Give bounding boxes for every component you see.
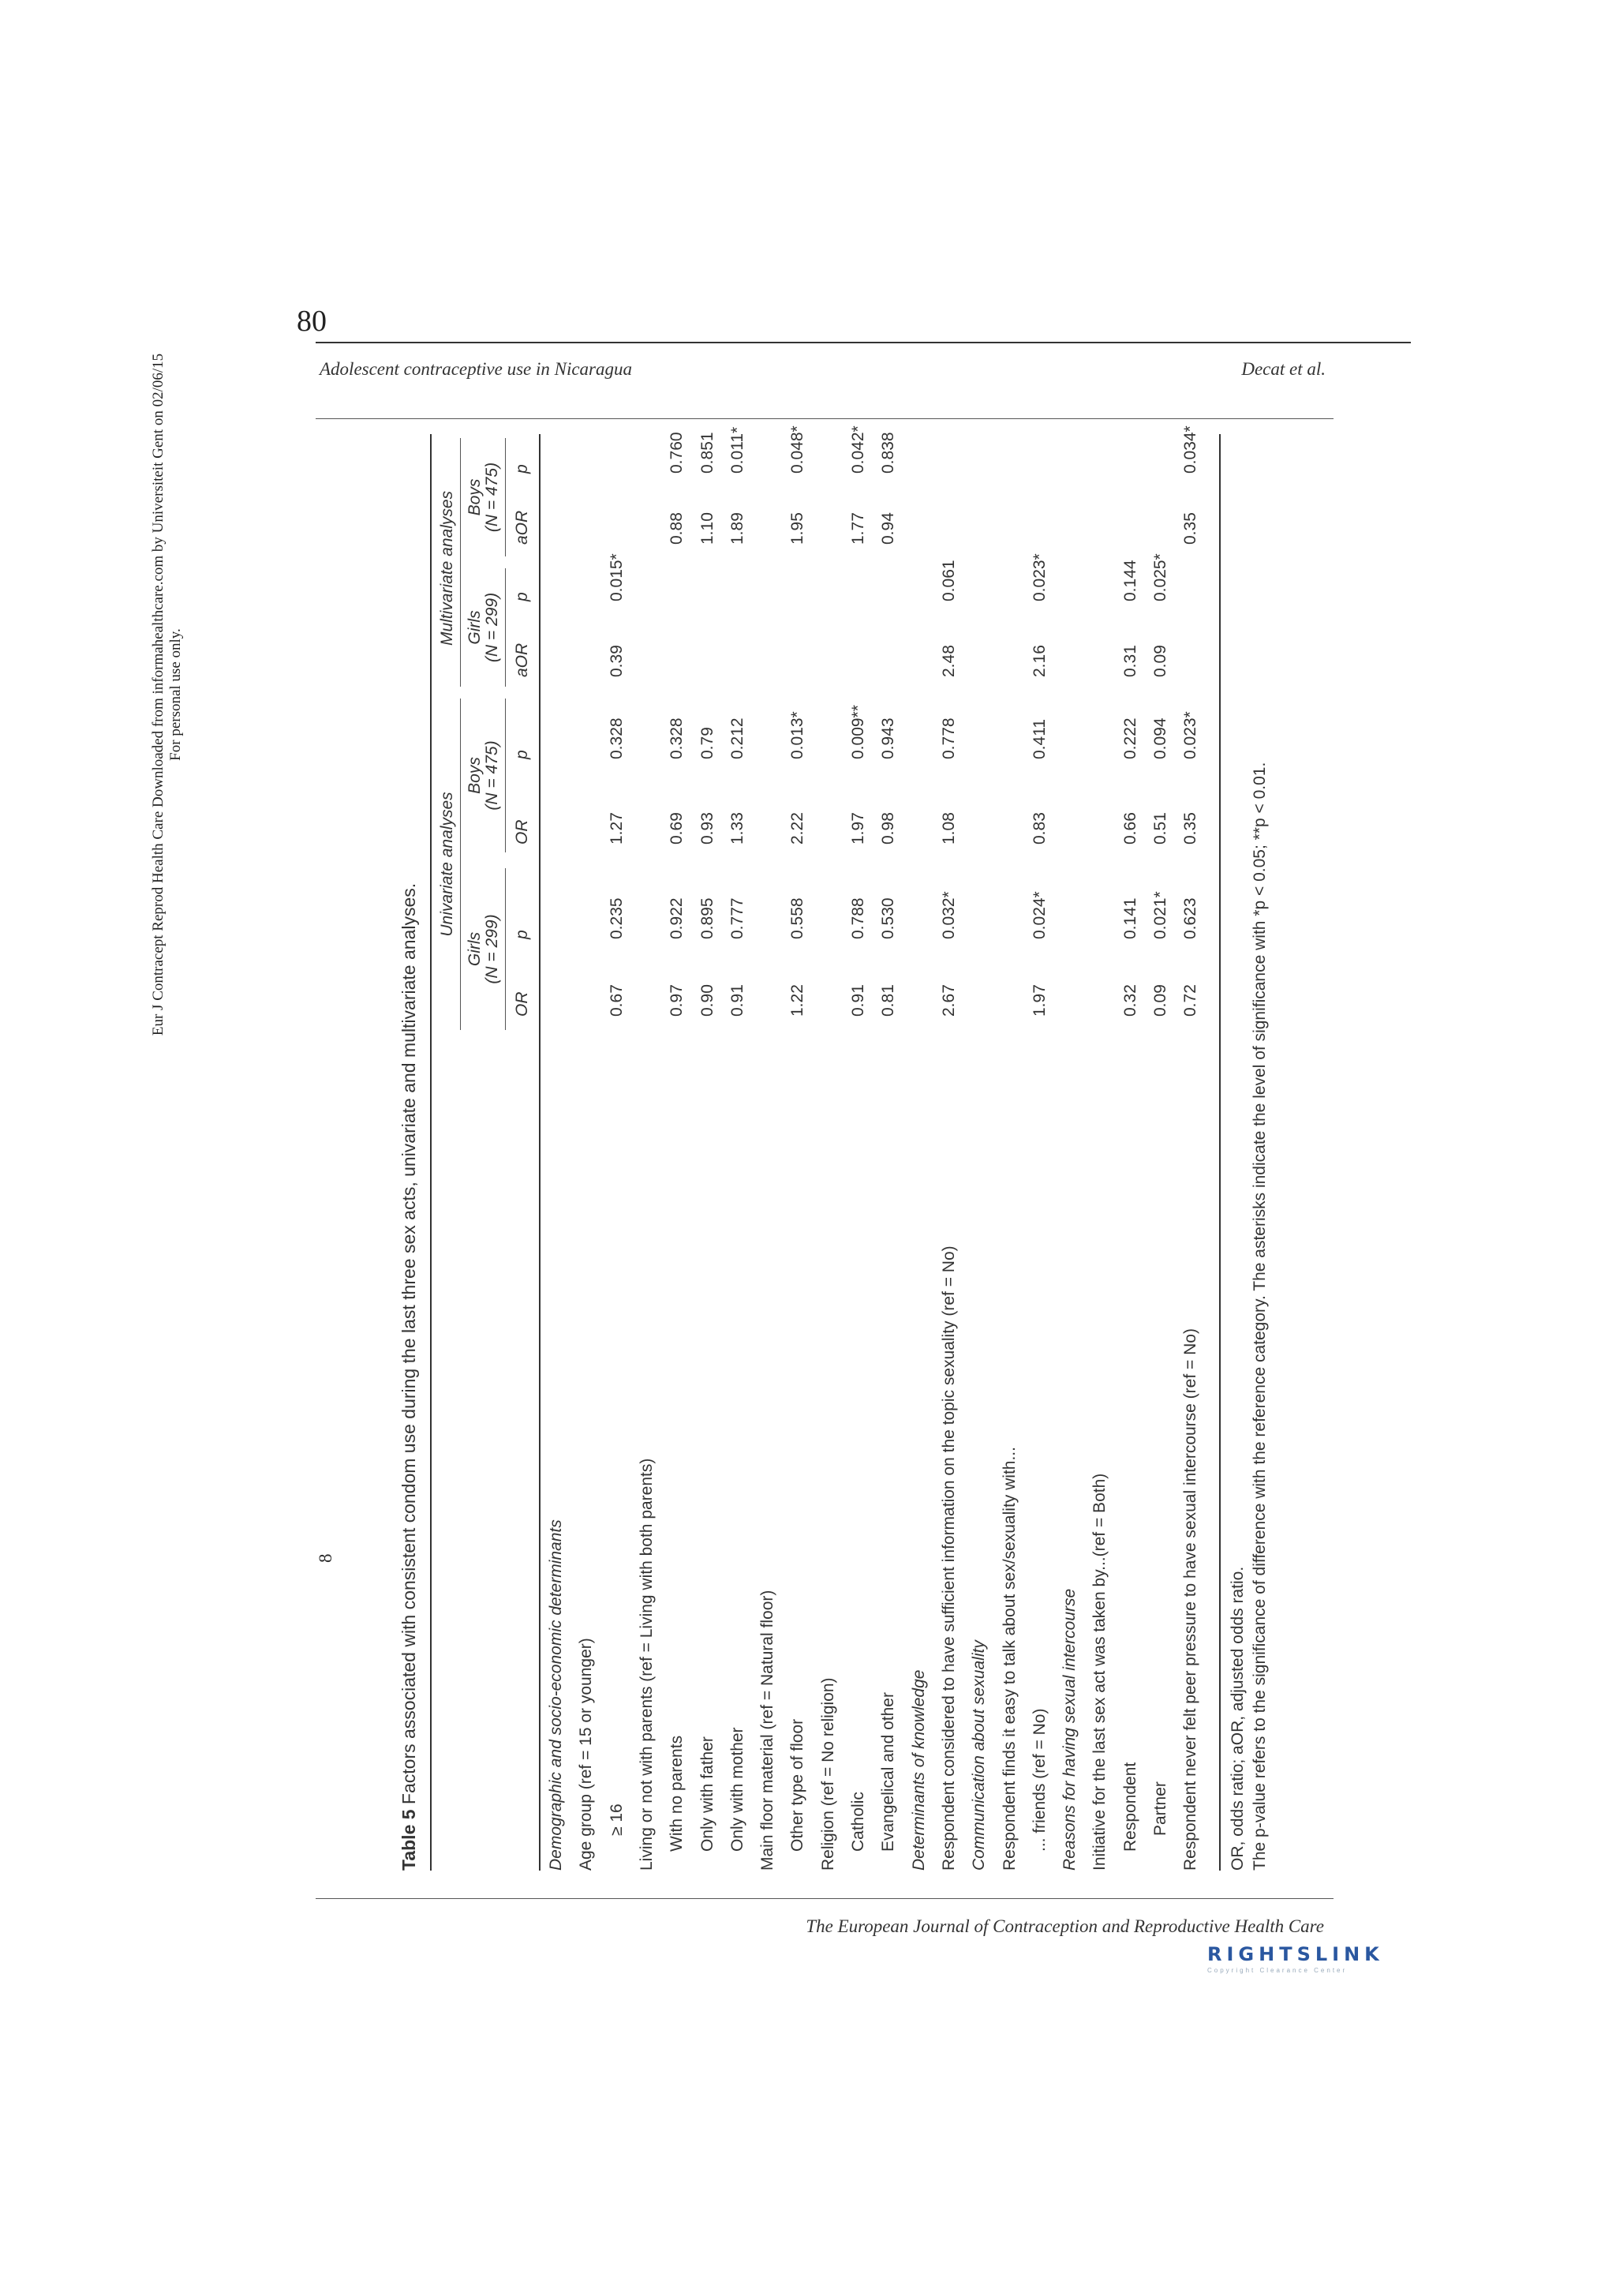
subheader-univ-girls [466,868,501,1030]
table-cell: 0.69 [668,812,686,845]
subheader-label: Girls [466,610,484,645]
table-cell: 0.623 [1181,897,1200,939]
sub-rule [505,568,506,687]
download-banner [150,300,185,1089]
table-cell: 0.011* [728,426,746,474]
table-cell: 0.79 [698,727,716,759]
table-cell: 2.48 [939,645,958,677]
table-cell: 1.22 [788,984,807,1017]
page-rule-bottom [316,1898,1334,1899]
col-header: p [513,592,531,601]
table-cell: 0.222 [1120,717,1139,759]
subheader-n: (N = 475) [483,462,501,533]
row-label: Respondent finds it easy to talk about sex/sexuality with... [1000,1447,1019,1871]
table-cell: 0.93 [698,812,716,845]
sub-rule [505,699,506,852]
header-bottom-rule [539,434,541,1871]
table-cell: 0.66 [1120,812,1139,845]
subheader-univ-boys [466,699,501,852]
table-5 [398,418,1318,1871]
table-cell: 0.943 [879,717,898,759]
table-cell: 0.35 [1181,812,1200,845]
subheader-label: Boys [466,478,484,516]
table-cell: 0.32 [1120,984,1139,1017]
table-cell: 0.97 [668,984,686,1017]
table-cell: 0.328 [607,717,626,759]
table-cell: 0.042* [849,425,867,474]
table-caption-text: Factors associated with consistent condom use during the last three sex acts, univariate and multivariate analyses. [398,882,419,1805]
group-header-univariate: Univariate analyses [438,792,456,937]
table-cell: 2.22 [788,812,807,845]
table-cell: 0.788 [849,897,867,939]
table-cell: 1.97 [849,812,867,845]
banner-line-2: For personal use only. [167,628,184,761]
row-label: With no parents [668,1735,686,1852]
table-cell: 0.094 [1151,717,1169,759]
col-header: aOR [513,510,531,545]
page-number: 80 [297,305,327,338]
row-label: Only with mother [728,1727,746,1852]
row-label: Age group (ref = 15 or younger) [577,1638,596,1871]
col-header: p [513,930,531,939]
table-cell: 0.235 [607,897,626,939]
table-cell: 0.39 [607,645,626,677]
rightslink-label: RIGHTSLINK [1207,1943,1384,1965]
table-cell: 0.144 [1120,560,1139,601]
banner-line-1: Eur J Contracept Reprod Health Care Downloaded from informahealthcare.com by Universiteit Gent on 02/06/15 [150,353,166,1036]
table-cell: 0.141 [1120,897,1139,939]
table-cell: 0.777 [728,897,746,939]
table-cell: 0.895 [698,897,716,939]
row-label: ... friends (ref = No) [1030,1708,1049,1852]
table-cell: 0.90 [698,984,716,1017]
table-cell: 0.048* [788,425,807,474]
footnote-pvalue: The p-value refers to the significance of difference with the reference category. The asterisks indicate the level of significance with *p < 0.05; **p < 0.01. [1251,762,1269,1871]
row-label: Respondent never felt peer pressure to have sexual intercourse (ref = No) [1181,1328,1200,1871]
table-top-rule [430,434,432,1871]
table-label: Table 5 [398,1809,419,1871]
col-header: OR [513,819,531,845]
table-cell: 0.81 [879,984,898,1017]
table-caption [398,883,420,1871]
group-header-multivariate: Multivariate analyses [438,490,456,646]
table-cell: 0.024* [1030,891,1049,939]
sub-rule [505,868,506,1030]
row-label: Determinants of knowledge [909,1669,928,1871]
table-cell: 0.922 [668,897,686,939]
table-cell: 0.31 [1120,645,1139,677]
multivariate-rule [460,438,461,687]
table-cell: 0.212 [728,717,746,759]
row-label: Evangelical and other [879,1692,898,1852]
table-cell: 0.760 [668,432,686,474]
table-cell: 0.023* [1030,553,1049,601]
table-cell: 0.35 [1181,512,1200,545]
table-cell: 0.023* [1181,711,1200,759]
col-header: aOR [513,642,531,677]
col-header: p [513,464,531,474]
row-label: Only with father [698,1736,716,1852]
table-cell: 1.89 [728,512,746,545]
table-cell: 1.33 [728,812,746,845]
table-cell: 0.09 [1151,984,1169,1017]
subheader-n: (N = 475) [483,740,501,811]
running-head-left: Adolescent contraceptive use in Nicaragua [320,359,633,379]
table-cell: 0.88 [668,512,686,545]
table-cell: 0.67 [607,984,626,1017]
table-cell: 1.10 [698,512,716,545]
table-cell: 0.838 [879,432,898,474]
table-cell: 1.27 [607,812,626,845]
subheader-n: (N = 299) [483,914,501,984]
table-cell: 1.97 [1030,984,1049,1017]
subheader-label: Girls [466,931,484,967]
table-cell: 0.558 [788,897,807,939]
table-cell: 0.328 [668,717,686,759]
row-label: Respondent considered to have sufficient information on the topic sexuality (ref = No) [939,1245,958,1871]
col-header: p [513,750,531,759]
row-label: Catholic [849,1792,867,1852]
rightslink-sub: Copyright Clearance Center [1207,1967,1348,1974]
table-cell: 0.034* [1181,425,1200,474]
table-cell: 0.91 [728,984,746,1017]
row-label: Religion (ref = No religion) [818,1677,837,1871]
rightslink-logo[interactable] [1207,1943,1460,1974]
table-cell: 0.032* [939,891,958,939]
table-cell: 0.09 [1151,645,1169,677]
journal-footer: The European Journal of Contraception and Reproductive Health Care [806,1916,1324,1936]
running-head-right: Decat et al. [1241,359,1326,379]
col-header: OR [513,991,531,1017]
table-cell: 0.91 [849,984,867,1017]
table-cell: 0.83 [1030,812,1049,845]
subheader-multi-girls [466,568,501,687]
row-label: Demographic and socio-economic determinants [547,1519,565,1871]
subheader-label: Boys [466,757,484,794]
row-label: ≥ 16 [607,1803,626,1836]
row-label: Reasons for having sexual intercourse [1060,1588,1079,1871]
table-cell: 0.98 [879,812,898,845]
footer-page-number: 8 [316,1553,335,1563]
table-cell: 0.013* [788,711,807,759]
table-cell: 1.08 [939,812,958,845]
subheader-multi-boys [466,438,501,556]
table-cell: 0.94 [879,512,898,545]
table-cell: 2.16 [1030,645,1049,677]
univariate-rule [460,699,461,1030]
footnote-abbrev: OR, odds ratio; aOR, adjusted odds ratio. [1229,1566,1247,1871]
table-cell: 0.061 [939,560,958,601]
table-cell: 0.021* [1151,891,1169,939]
table-cell: 2.67 [939,984,958,1017]
table-cell: 0.72 [1181,984,1200,1017]
table-cell: 0.51 [1151,812,1169,845]
header-rule [316,342,1411,343]
table-cell: 0.009** [849,705,867,759]
sub-rule [505,438,506,556]
table-bottom-rule [1219,434,1221,1871]
row-label: Main floor material (ref = Natural floor) [758,1590,777,1871]
row-label: Other type of floor [788,1718,807,1852]
table-cell: 0.851 [698,432,716,474]
table-cell: 1.77 [849,512,867,545]
table-cell: 0.025* [1151,553,1169,601]
table-cell: 0.778 [939,717,958,759]
table-cell: 0.411 [1030,719,1049,759]
row-label: Communication about sexuality [970,1640,989,1871]
row-label: Respondent [1120,1762,1139,1852]
row-label: Living or not with parents (ref = Living with both parents) [637,1458,656,1871]
table-cell: 0.015* [607,553,626,601]
table-cell: 0.530 [879,897,898,939]
table-cell: 1.95 [788,512,807,545]
row-label: Initiative for the last sex act was taken by...(ref = Both) [1090,1473,1109,1871]
row-label: Partner [1151,1781,1169,1836]
subheader-n: (N = 299) [483,592,501,663]
